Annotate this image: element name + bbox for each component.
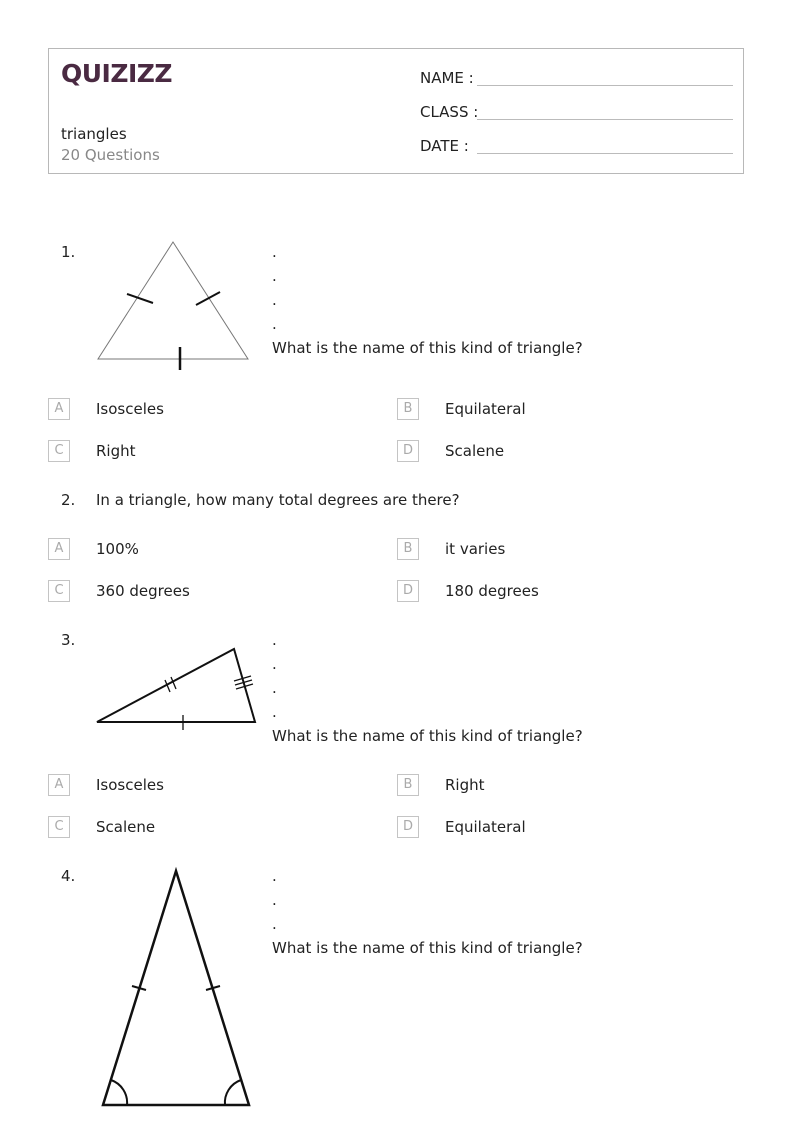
question-4-number: 4. — [61, 867, 76, 885]
option-letter-c[interactable]: C — [48, 816, 70, 838]
option-letter-b[interactable]: B — [397, 774, 419, 796]
question-4-dot: . — [272, 891, 277, 909]
option-text[interactable]: it varies — [445, 540, 506, 558]
option-letter-b[interactable]: B — [397, 538, 419, 560]
option-text[interactable]: Scalene — [96, 818, 156, 836]
option-text[interactable]: Right — [445, 776, 485, 794]
option-text[interactable]: 100% — [96, 540, 139, 558]
option-text[interactable]: 360 degrees — [96, 582, 190, 600]
option-text[interactable]: Equilateral — [445, 400, 526, 418]
question-1-number: 1. — [61, 243, 76, 261]
question-count: 20 Questions — [61, 146, 160, 164]
option-letter-b[interactable]: B — [397, 398, 419, 420]
question-1-dot: . — [272, 291, 277, 309]
question-2-text: In a triangle, how many total degrees are there? — [96, 491, 460, 509]
question-3-text: What is the name of this kind of triangle? — [272, 727, 583, 745]
option-text[interactable]: 180 degrees — [445, 582, 539, 600]
name-label: NAME : — [420, 69, 474, 87]
option-text[interactable]: Right — [96, 442, 136, 460]
question-2-number: 2. — [61, 491, 76, 509]
option-letter-c[interactable]: C — [48, 580, 70, 602]
option-text[interactable]: Isosceles — [96, 400, 164, 418]
option-letter-a[interactable]: A — [48, 774, 70, 796]
question-3-dot: . — [272, 703, 277, 721]
question-1-text: What is the name of this kind of triangle? — [272, 339, 583, 357]
option-text[interactable]: Scalene — [445, 442, 505, 460]
option-letter-d[interactable]: D — [397, 816, 419, 838]
quizizz-logo: QUIZIZZ — [61, 59, 173, 88]
option-letter-d[interactable]: D — [397, 440, 419, 462]
class-label: CLASS : — [420, 103, 479, 121]
worksheet-title: triangles — [61, 125, 127, 143]
option-letter-d[interactable]: D — [397, 580, 419, 602]
question-3-dot: . — [272, 631, 277, 649]
question-3-number: 3. — [61, 631, 76, 649]
option-text[interactable]: Equilateral — [445, 818, 526, 836]
question-1-dot: . — [272, 315, 277, 333]
question-3-dot: . — [272, 679, 277, 697]
question-3-dot: . — [272, 655, 277, 673]
date-label: DATE : — [420, 137, 469, 155]
option-letter-a[interactable]: A — [48, 398, 70, 420]
option-letter-c[interactable]: C — [48, 440, 70, 462]
question-4-dot: . — [272, 915, 277, 933]
question-1-dot: . — [272, 243, 277, 261]
question-4-dot: . — [272, 867, 277, 885]
question-4-text: What is the name of this kind of triangle? — [272, 939, 583, 957]
option-letter-a[interactable]: A — [48, 538, 70, 560]
question-1-dot: . — [272, 267, 277, 285]
option-text[interactable]: Isosceles — [96, 776, 164, 794]
